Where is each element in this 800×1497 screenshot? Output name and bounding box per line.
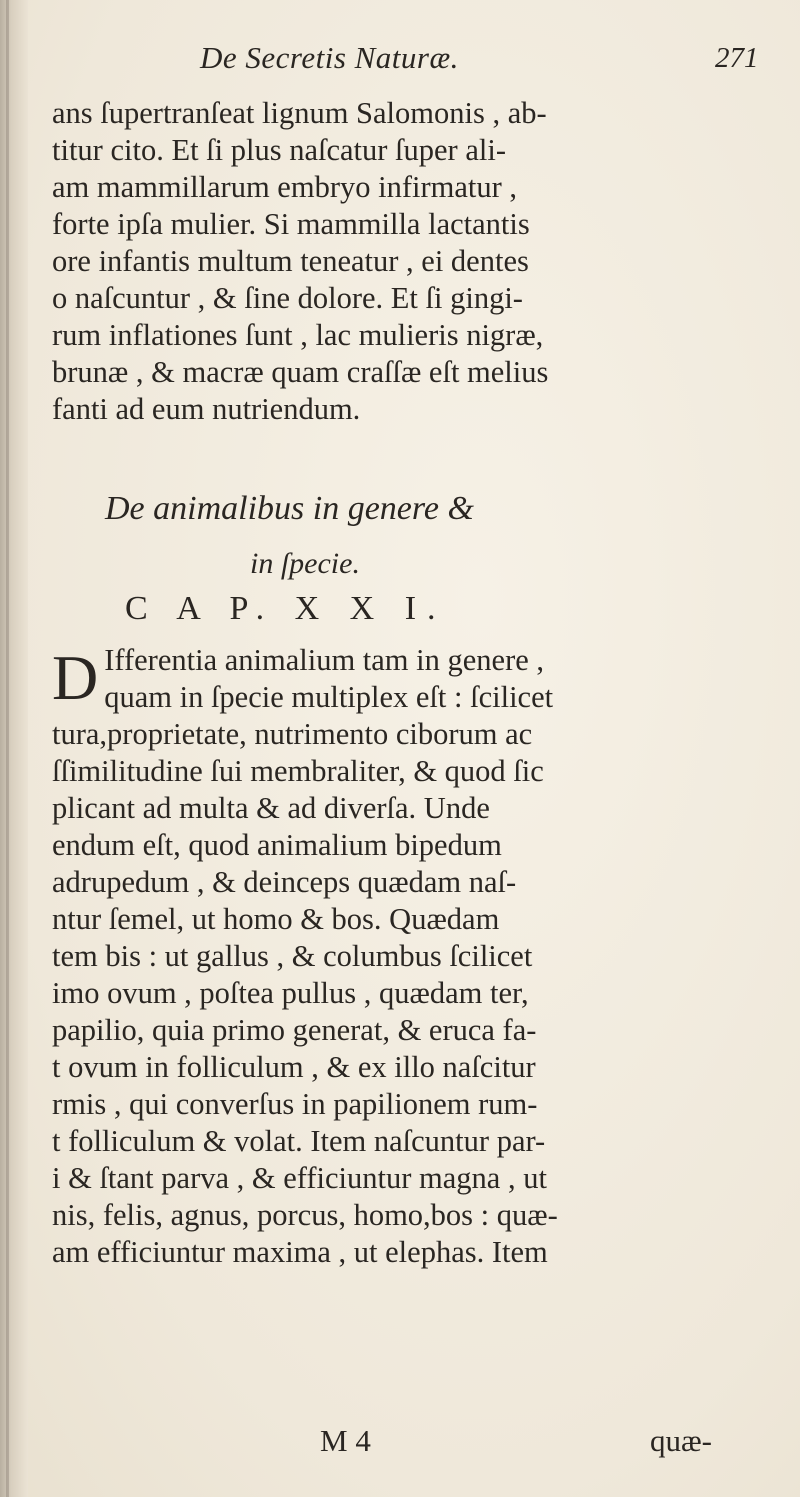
text-line: fanti ad eum nutriendum. [52, 392, 361, 426]
text-line: ore infantis multum teneatur , ei dentes [52, 244, 529, 278]
signature-mark: M 4 [320, 1423, 371, 1458]
text-line: tura,proprietate, nutrimento ciborum ac [52, 717, 533, 751]
text-line: t ovum in folliculum , & ex illo naſcitur [52, 1050, 536, 1084]
text-line: imo ovum , poſtea pullus , quædam ter, [52, 976, 529, 1010]
text-line: nis, felis, agnus, porcus, homo,bos : quæ- [52, 1198, 558, 1232]
drop-capital: D [52, 642, 99, 713]
page-number: 271 [715, 42, 759, 74]
text-line: tem bis : ut gallus , & columbus ſcilicet [52, 939, 533, 973]
text-line: endum eſt, quod animalium bipedum [52, 828, 502, 862]
chapter-number: C A P. X X I. [125, 590, 447, 627]
chapter-body [52, 642, 762, 1271]
text-line: i & ſtant parva , & efficiuntur magna , ut [52, 1161, 547, 1195]
text-line: o naſcuntur , & ſine dolore. Et ſi gingi- [52, 281, 523, 315]
text-line: quam in ſpecie multiplex eſt : ſcilicet [104, 680, 554, 714]
text-line: am mammillarum embryo infirmatur , [52, 170, 518, 204]
catchword: quæ- [650, 1423, 712, 1458]
text-line: plicant ad multa & ad diverſa. Unde [52, 791, 490, 825]
chapter-title-line-1: De animalibus in genere & [105, 490, 474, 527]
text-line: forte ipſa mulier. Si mammilla lactantis [52, 207, 530, 241]
text-line: titur cito. Et ſi plus naſcatur ſuper ali- [52, 133, 506, 167]
running-title: De Secretis Naturæ. [200, 40, 459, 75]
text-line: ans ſupertranſeat lignum Salomonis , ab- [52, 96, 547, 130]
text-line: rmis , qui converſus in papilionem rum- [52, 1087, 538, 1121]
text-line: ſſimilitudine ſui membraliter, & quod ſic [52, 754, 544, 788]
text-line: brunæ , & macræ quam craſſæ eſt melius [52, 355, 549, 389]
chapter-title-line-2: in ſpecie. [250, 547, 360, 580]
text-line: ntur ſemel, ut homo & bos. Quædam [52, 902, 500, 936]
paragraph-continuation [52, 95, 762, 428]
text-line: papilio, quia primo generat, & eruca fa- [52, 1013, 537, 1047]
text-line: t folliculum & volat. Item naſcuntur par- [52, 1124, 546, 1158]
text-line: adrupedum , & deinceps quædam naſ- [52, 865, 517, 899]
text-line: rum inflationes ſunt , lac mulieris nigræ, [52, 318, 544, 352]
page-gutter [0, 0, 28, 1497]
text-line: am efficiuntur maxima , ut elephas. Item [52, 1235, 548, 1269]
text-line: Ifferentia animalium tam in genere , [104, 643, 545, 677]
